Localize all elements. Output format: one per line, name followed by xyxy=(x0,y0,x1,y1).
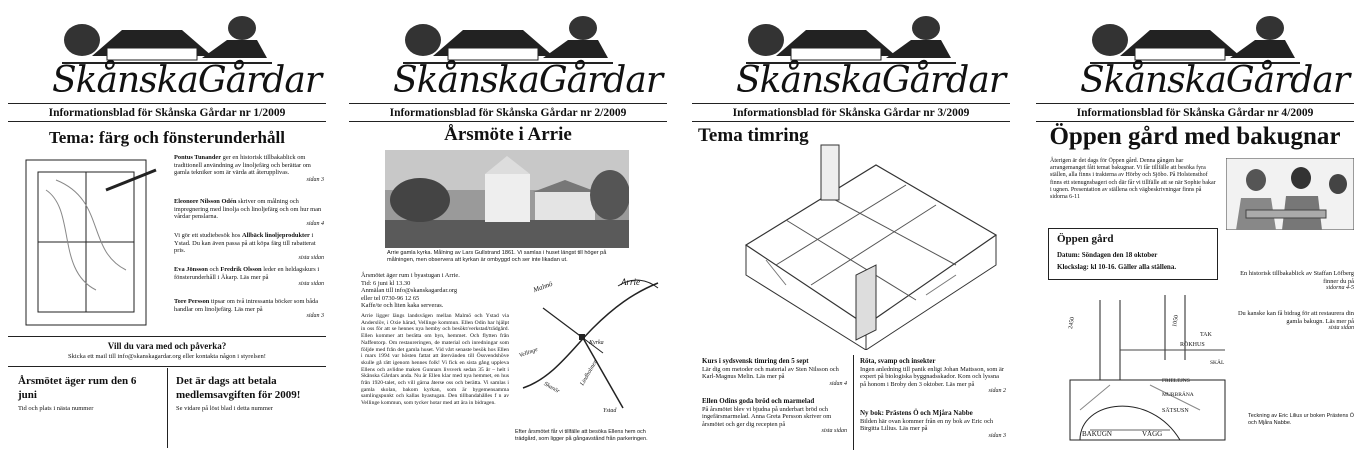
oven-label-vagg: VÄGG xyxy=(1142,430,1163,438)
annual-meeting-box-title: Årsmötet äger rum den 6 juni xyxy=(18,375,137,401)
item-book: Ny bok: Prästens Ö och Mjåra Nabbe Bilden här ovan kommer från en ny bok av Eric och Birgitta Lilius. Läs mer på sidan 3 xyxy=(860,409,1006,439)
logo-text: SkånskaGårdar xyxy=(52,60,322,101)
farmhouse-logo-icon xyxy=(1080,8,1310,68)
newsletter-page-1 xyxy=(2,0,332,460)
oven-label-satsusn: SÄTSUSN xyxy=(1162,408,1189,414)
masthead: Informationsblad för Skånska Gårdar nr 4/2009 xyxy=(1076,107,1314,119)
map-label-ystad: Ystad xyxy=(603,408,617,414)
oven-label-bakugn: BAKUGN xyxy=(1082,430,1112,438)
newsletter-page-2 xyxy=(343,0,673,460)
oven-label-tak: TAK xyxy=(1200,332,1212,338)
map-label-kyrka: Kyrka xyxy=(589,340,604,346)
logo-text: SkånskaGårdar xyxy=(1080,60,1350,101)
fee-box-title: Det är dags att betala medlemsavgiften för 2009! xyxy=(176,375,301,401)
headline: Årsmöte i Arrie xyxy=(444,124,572,145)
newsletter-page-4 xyxy=(1030,0,1360,460)
annual-meeting-box-text: Tid och plats i nästa nummer xyxy=(18,405,94,412)
baking-people-illustration xyxy=(1226,158,1354,230)
masthead: Informationsblad för Skånska Gårdar nr 1/2009 xyxy=(48,107,286,119)
map-label-malmo: Malmö xyxy=(532,279,554,295)
map-label-vellinge: Vellinge xyxy=(518,346,539,360)
logo-text: SkånskaGårdar xyxy=(393,60,663,101)
logo xyxy=(736,8,1006,101)
oven-label-skal: SKÄL xyxy=(1210,360,1225,366)
meeting-info: Årsmötet äger rum i byastugan i Arrie. Tid: 6 juni kl 13.30 Anmälan till info@skanskagardar.org eller tel 0730-96 12 65 Kaffe/te och liten kaka serveras. xyxy=(361,272,460,310)
map-label-lindholmen: Lindholmen xyxy=(579,359,600,387)
map-label-skanor: Skanör xyxy=(542,381,561,395)
map-label-arrie: Arrie xyxy=(621,277,640,287)
logo xyxy=(52,8,322,101)
oven-label-1050: 1050 xyxy=(1172,314,1180,328)
oven-label-2450: 2450 xyxy=(1068,316,1076,330)
logo xyxy=(393,8,663,101)
farmhouse-logo-icon xyxy=(393,8,623,68)
cta-text: Skicka ett mail till info@skanskagardar.org eller kontakta någon i styrelsen! xyxy=(68,353,266,360)
item-rot: Röta, svamp och insekter Ingen anledning till panik enligt Johan Mattsson, som är expert på biologiska byggnadsskador. Kom och lyssna på honom i Broby den 3 oktober. Läs mer på sidan 2 xyxy=(860,357,1006,395)
blurb-1: Pontus Tunander ger en historisk tillbakablick om traditionell användning av linoljefärg och berättar om gamla tekniker som är värda att återupplivas. sidan 3 xyxy=(174,154,324,183)
photo-caption: Arrie gamla kyrka. Målning av Lars Gullstrand 1861. Vi samlas i huset längst till höger på målningen, men observera att kyrkan är ombyggd och ser inte likadan ut. xyxy=(387,250,607,263)
item-course: Kurs i sydsvensk timring den 5 sept Lär dig om metoder och material av Sten Nilsson och Karl-Magnus Melin. Läs mer på sidan 4 xyxy=(702,357,847,387)
side-note-grant: Du kanske kan få bidrag för att restaurera din gamla bakugn. Läs mer på sista sidan xyxy=(1237,310,1354,332)
blurb-2: Eleonore Nilsson Odén skriver om målning och impregnering med linolja och linoljefärg och om hur man vårdar penslarna. sidan 4 xyxy=(174,198,324,227)
window-painting-illustration xyxy=(16,150,166,330)
masthead: Informationsblad för Skånska Gårdar nr 3/2009 xyxy=(732,107,970,119)
oven-label-rokhus: RÖKHUS xyxy=(1180,342,1205,348)
fee-box-text: Se vidare på löst blad i detta nummer xyxy=(176,405,273,412)
timber-house-drawing xyxy=(726,125,1006,350)
masthead: Informationsblad för Skånska Gårdar nr 2/2009 xyxy=(389,107,627,119)
blurb-3: Vi gör ett studiebesök hos Allbäck linoljeprodukter i Ystad. Du kan även passa på att köpa färg till rabatterat pris. sista sidan xyxy=(174,232,324,261)
open-farm-box: Öppen gård Datum: Söndagen den 18 oktober Klockslag: kl 10-16. Gäller alla ställena. xyxy=(1048,228,1218,280)
blurb-5: Tore Persson tipsar om två intressanta böcker som båda handlar om linoljefärg. Läs mer på sidan 3 xyxy=(174,298,324,320)
logo-text: SkånskaGårdar xyxy=(736,60,1006,101)
newsletter-page-3 xyxy=(686,0,1016,460)
body-text: Arrie ligger längs landsvägen mellan Malmö och Ystad via Anderslöv, i Oxie härad, Vellinge kommun. Ellen Odin har hjälpt in oss för att se hennes nya hemby och besökt/verkstad/trädgård. Ellen kommer att berätta om byn, hemmet. Och flytten från Naffentorp. Om restaureringen, de material och inredningar som följde med från det gamla huset. Vid vårt senaste besök hos Ellen i mars 1994 var hösten fattat att återvänden till Össvendshöve skulle gå rätt igenom hennes folk! Vi fick en sista gång uppleva Ellens och avlidne maken Gunnars livsverk sedan 35 år – helt i Skånska Gårdars anda. Nu är Ellen klar med nya hemmet, en hus från 1920-talet, och vill gärna återse oss och berätta. Vi samlas i gamla skolan, bakom kyrkan, som är bygemensamma samlingspunkt och kallas byastugan. Den tillbandahålles f n av Vellinge kommun, som tycker hotar med att ära in bidragen. xyxy=(361,313,509,407)
drawing-caption: Teckning av Eric Lilius ur boken Prästens Ö och Mjåra Nabbe. xyxy=(1248,413,1355,426)
side-note-history: En historisk tillbakablick av Staffan Löfberg finner du på sidorna 4-5 xyxy=(1240,270,1354,292)
farmhouse-logo-icon xyxy=(736,8,966,68)
map-caption: Efter årsmötet får vi tillfälle att besöka Ellens hem och trädgård, som ligger på gångavstånd från parkeringen. xyxy=(515,429,648,442)
headline: Tema timring xyxy=(698,125,809,146)
oven-label-murbrana: MURBRÄNA xyxy=(1162,392,1194,398)
intro-text: Återigen är det dags för Öppen gård. Denna gången har arrangemanget fått temat bakugnar. Vi får tillfälle att besöka fyra ställen, alla finns i trakterna av Hörby och Sjöbo. På Holstensthof finns ett stenugnsbageri och där får vi tillfälle att se när Sophie bakar i ugnen. Presentation av ställena och vägbeskrivningar finns på sidorna 6-11 xyxy=(1050,158,1216,201)
item-bread: Ellen Odins goda bröd och marmelad På årsmötet blev vi bjudna på underbart bröd och ingefärsmarmelad. Anna Greta Persson skriver om årsmötet och ger dig recepten på sista sidan xyxy=(702,397,847,435)
headline: Öppen gård med bakugnar xyxy=(1049,123,1341,150)
church-painting-photo xyxy=(385,150,629,248)
farmhouse-logo-icon xyxy=(52,8,282,68)
cta-title: Vill du vara med och påverka? xyxy=(107,341,227,351)
headline: Tema: färg och fönsterunderhåll xyxy=(49,128,285,147)
logo xyxy=(1080,8,1350,101)
blurb-4: Eva Jönsson och Fredrik Olsson leder en heldagskurs i fönsterunderhåll i Åkarp. Läs mer på sista sidan xyxy=(174,266,324,288)
oven-label-frielejns: FRIELEJNS xyxy=(1162,378,1190,384)
